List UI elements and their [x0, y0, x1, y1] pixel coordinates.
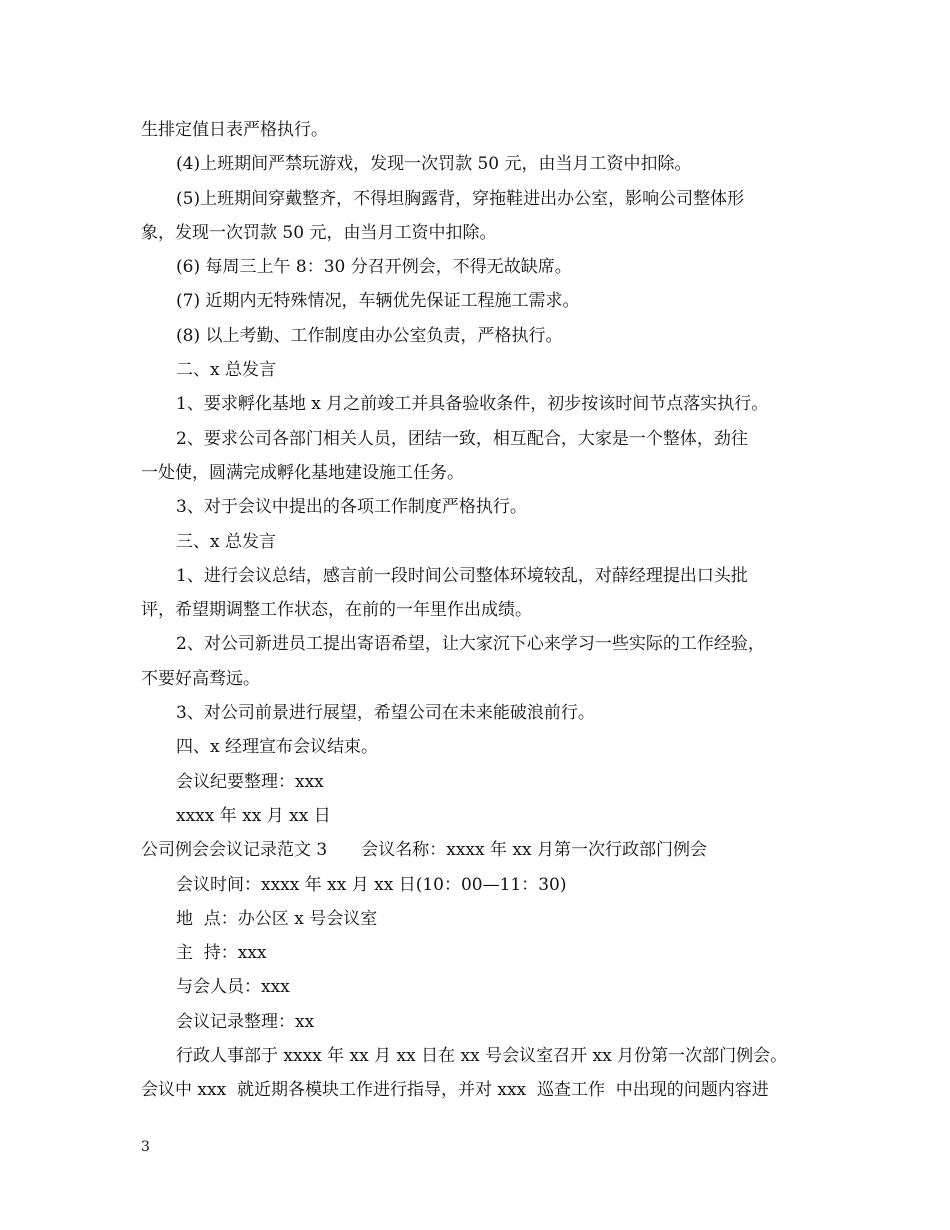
paragraph-line: 象，发现一次罚款 50 元，由当月工资中扣除。: [141, 222, 497, 243]
paragraph-line: (6) 每周三上午 8：30 分召开例会，不得无故缺席。: [176, 257, 572, 278]
document-heading: 公司例会会议记录范文 3: [141, 840, 328, 861]
paragraph-line: (8) 以上考勤、工作制度由办公室负责，严格执行。: [176, 325, 563, 346]
section-heading: 二、x 总发言: [176, 360, 276, 381]
paragraph-line: (4)上班期间严禁玩游戏，发现一次罚款 50 元，由当月工资中扣除。: [176, 154, 692, 175]
document-body: [141, 113, 831, 1108]
document-heading-line: [141, 833, 831, 867]
section-heading: 四、x 经理宣布会议结束。: [176, 737, 378, 758]
paragraph-line: 主 持：xxx: [176, 943, 267, 964]
paragraph-line: 地 点：办公区 x 号会议室: [176, 908, 378, 929]
paragraph-line: 1、要求孵化基地 x 月之前竣工并具备验收条件，初步按该时间节点落实执行。: [176, 394, 769, 415]
paragraph-line: 3、对于会议中提出的各项工作制度严格执行。: [176, 497, 527, 518]
paragraph-line: 与会人员：xxx: [176, 977, 290, 998]
date-line: xxxx 年 xx 月 xx 日: [176, 805, 331, 826]
paragraph-line: 会议时间：xxxx 年 xx 月 xx 日(10：00—11：30): [176, 874, 567, 895]
page-number: 3: [141, 1139, 150, 1155]
paragraph-line: 生排定值日表严格执行。: [141, 120, 328, 140]
paragraph-line: 不要好高骛远。: [141, 668, 260, 689]
paragraph-line: 2、要求公司各部门相关人员，团结一致，相互配合，大家是一个整体，劲往: [176, 428, 748, 449]
paragraph-line: 评，希望期调整工作状态，在前的一年里作出成绩。: [141, 600, 532, 621]
paragraph-line: 会议中 xxx 就近期各模块工作进行指导，并对 xxx 巡查工作 中出现的问题内容进: [141, 1080, 769, 1101]
meeting-name: 会议名称：xxxx 年 xx 月第一次行政部门例会: [361, 840, 707, 861]
paragraph-line: 行政人事部于 xxxx 年 xx 月 xx 日在 xx 号会议室召开 xx 月份第一次部门例会。: [176, 1046, 788, 1067]
paragraph-line: (5)上班期间穿戴整齐，不得坦胸露背，穿拖鞋进出办公室，影响公司整体形: [176, 188, 745, 209]
section-heading: 三、x 总发言: [176, 531, 276, 552]
paragraph-line: 1、进行会议总结，感言前一段时间公司整体环境较乱，对薛经理提出口头批: [176, 565, 748, 586]
paragraph-line: 3、对公司前景进行展望，希望公司在未来能破浪前行。: [176, 703, 595, 724]
paragraph-line: (7) 近期内无特殊情况，车辆优先保证工程施工需求。: [176, 291, 580, 312]
paragraph-line: 会议纪要整理：xxx: [176, 771, 324, 792]
paragraph-line: 一处使，圆满完成孵化基地建设施工任务。: [141, 462, 464, 483]
paragraph-line: 2、对公司新进员工提出寄语希望，让大家沉下心来学习一些实际的工作经验，: [176, 634, 765, 655]
paragraph-line: 会议记录整理：xx: [176, 1011, 315, 1032]
